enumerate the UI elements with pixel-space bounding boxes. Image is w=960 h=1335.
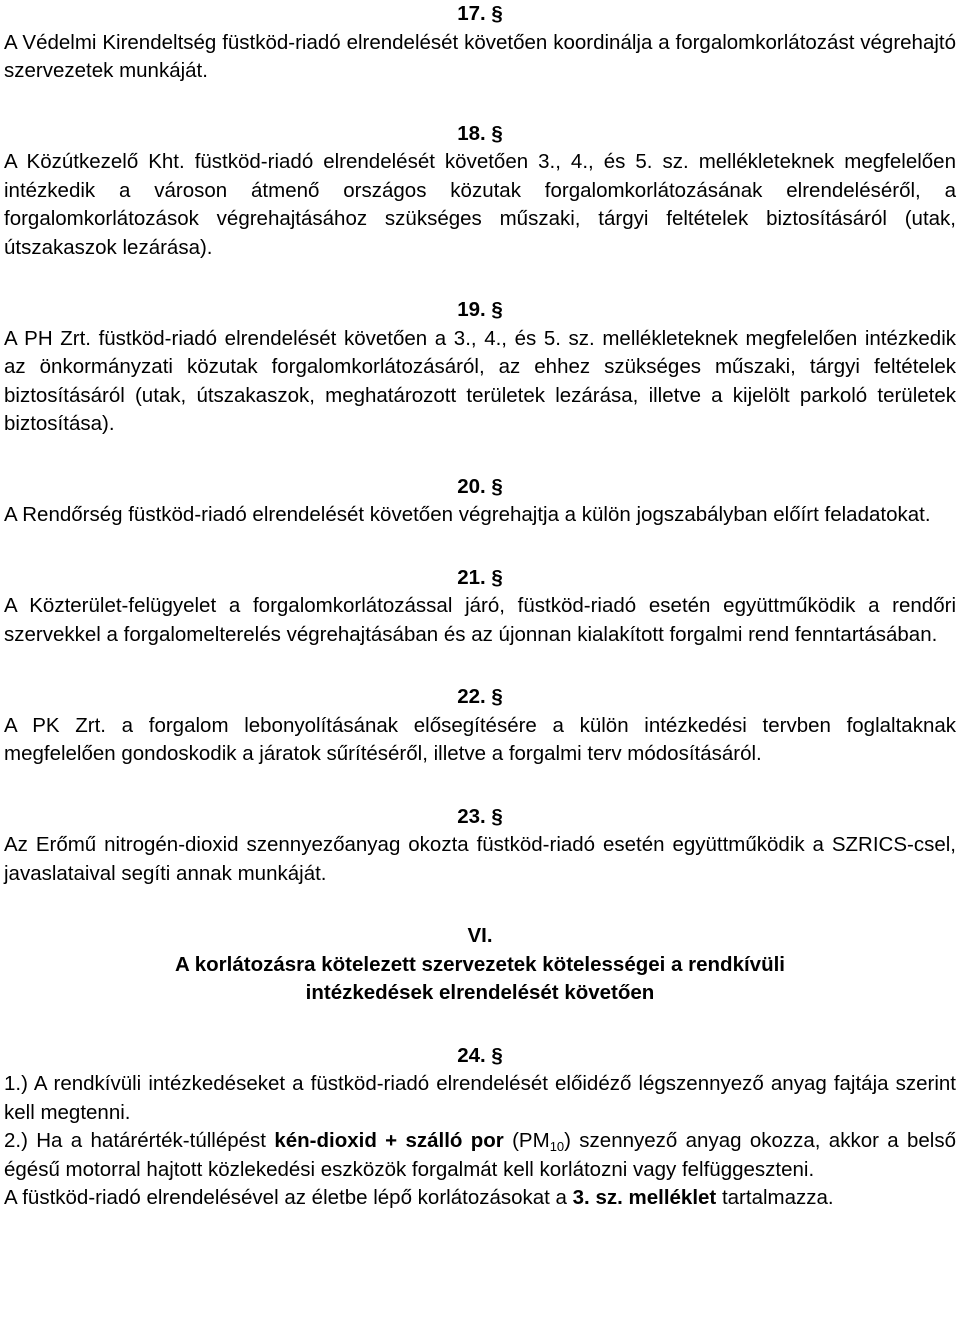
section-24 — [4, 1042, 956, 1213]
point-2-text-start: 2.) Ha a határérték-túllépést — [4, 1129, 275, 1152]
annex-reference-bold: 3. sz. melléklet — [572, 1186, 717, 1209]
point-2-text-mid: (PM — [503, 1129, 550, 1152]
closing-text-end: tartalmazza. — [716, 1186, 834, 1209]
section-23 — [4, 803, 956, 889]
section-20 — [4, 473, 956, 530]
chapter-title-line-1: A korlátozásra kötelezett szervezetek kötelességei a rendkívüli — [175, 952, 785, 976]
section-19 — [4, 296, 956, 439]
section-number: 20. § — [457, 474, 503, 498]
chapter-number: VI. — [467, 924, 493, 947]
section-text: Az Erőmű nitrogén-dioxid szennyezőanyag okozta füstköd-riadó esetén együttműködik a SZRICS-csel, javaslataival segíti annak munkáját. — [4, 833, 956, 885]
section-number: 23. § — [457, 804, 503, 828]
section-number: 17. § — [457, 2, 503, 25]
section-17 — [4, 0, 956, 86]
section-number: 24. § — [457, 1043, 503, 1067]
section-number: 18. § — [457, 121, 503, 145]
section-24-point-1: 1.) A rendkívüli intézkedéseket a füstköd-riadó elrendelését előidéző légszennyező anyag fajtája szerint kell megtenni. — [4, 1072, 956, 1124]
section-24-closing — [4, 1184, 956, 1213]
section-21 — [4, 564, 956, 650]
section-text: A Közterület-felügyelet a forgalomkorlátozással járó, füstköd-riadó esetén együttműködik a rendőri szervekkel a forgalomelterelés végrehajtásában és az újonnan kialakított forgalmi rend fenntartásában. — [4, 594, 956, 646]
pm-subscript: 10 — [549, 1139, 565, 1154]
section-number: 21. § — [457, 565, 503, 589]
chapter-title-line-2: intézkedések elrendelését követően — [305, 981, 655, 1004]
section-text: A Védelmi Kirendeltség füstköd-riadó elrendelését követően koordinálja a forgalomkorlátozást végrehajtó szervezetek munkáját. — [4, 30, 956, 82]
section-number: 19. § — [457, 298, 503, 321]
section-22 — [4, 683, 956, 769]
chapter-heading — [4, 922, 956, 1008]
section-text: A PH Zrt. füstköd-riadó elrendelését követően a 3., 4., és 5. sz. mellékleteknek megfelelően intézkedik az önkormányzati közutak forgalomkorlátozásáról, az ehhez szükséges műszaki, tárgyi feltételek biztosításáról (utak, útszakaszok, meghatározott területek lezárása, illetve a kijelölt parkoló területek biztosítása). — [4, 326, 956, 435]
pollutant-bold: kén-dioxid + szálló por — [274, 1129, 504, 1152]
section-number: 22. § — [457, 685, 503, 708]
section-text: A PK Zrt. a forgalom lebonyolításának elősegítésére a külön intézkedési tervben foglaltaknak megfelelően gondoskodik a járatok sűrítéséről, illetve a forgalmi terv módosításáról. — [4, 713, 956, 765]
section-18 — [4, 120, 956, 263]
point-2-text-end: ) szennyező anyag okozza, akkor a belső égésű motorral hajtott közlekedési eszközök forgalmát kell korlátozni vagy felfüggeszteni. — [4, 1129, 956, 1181]
section-text: A Közútkezelő Kht. füstköd-riadó elrendelését követően 3., 4., és 5. sz. mellékleteknek megfelelően intézkedik a városon átmenő országos közutak forgalomkorlátozásának elrendeléséről, a forgalomkorlátozások végrehajtásához szükséges műszaki, tárgyi feltételek biztosításáról (utak, útszakaszok lezárása). — [4, 150, 956, 259]
section-text: A Rendőrség füstköd-riadó elrendelését követően végrehajtja a külön jogszabályban előírt feladatokat. — [4, 503, 931, 526]
section-24-point-2 — [4, 1127, 956, 1184]
closing-text-start: A füstköd-riadó elrendelésével az életbe lépő korlátozásokat a — [4, 1186, 573, 1209]
